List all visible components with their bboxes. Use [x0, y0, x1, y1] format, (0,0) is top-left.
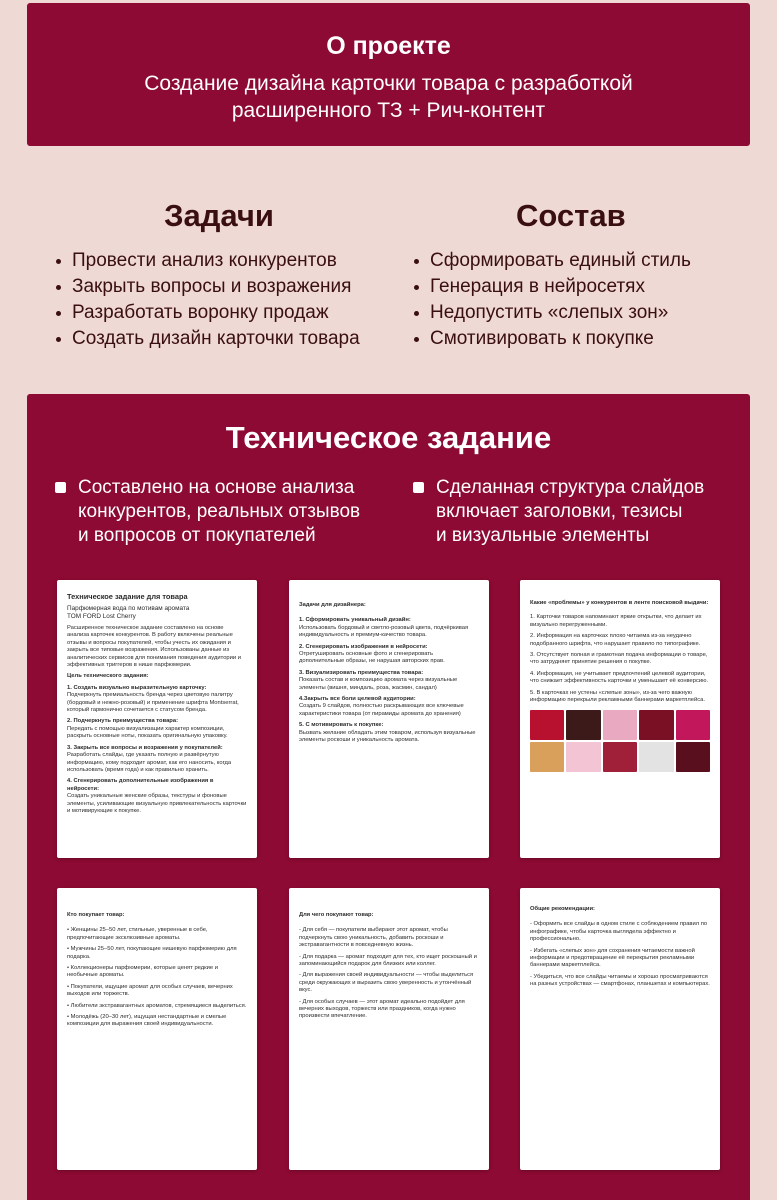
doc-subtitle: TOM FORD Lost Cherry — [67, 613, 136, 620]
product-thumbnail — [603, 710, 637, 740]
tasks-section — [54, 198, 384, 352]
product-thumbnail — [639, 710, 673, 740]
about-subtitle — [27, 70, 750, 124]
point-line: и вопросов от покупателей — [78, 525, 316, 546]
composition-list — [412, 248, 732, 352]
product-thumbnail — [530, 710, 564, 740]
doc-heading: 2. Подчеркнуть преимущества товара: — [67, 718, 178, 725]
doc-title: Задачи для дизайнера: — [299, 602, 366, 608]
point-line: конкурентов, реальных отзывов — [78, 501, 361, 522]
doc-heading: 4.Закрыть все боли целевой аудитории: — [299, 696, 416, 703]
list-item: Генерация в нейросетях — [412, 274, 732, 300]
tz-page-5 — [289, 888, 489, 1170]
composition-section — [412, 198, 732, 352]
doc-paragraph: • Покупатели, ищущие аромат для особых случаев, вечерних выходов или торжеств. — [67, 983, 233, 998]
product-thumbnail — [676, 742, 710, 772]
tz-page-4 — [57, 888, 257, 1170]
list-item: Разработать воронку продаж — [54, 300, 384, 326]
tz-page-3 — [520, 580, 720, 858]
doc-heading: Цель технического задания: — [67, 673, 149, 680]
doc-paragraph: • Молодёжь (20–30 лет), ищущая нестандартные и смелые композиции для выражения своей индивидуальности. — [67, 1014, 227, 1028]
doc-paragraph: - Для подарка — аромат подходит для тех, кто ищет роскошный и запоминающийся подарок для близких или коллег. — [299, 953, 477, 968]
square-bullet-icon — [413, 482, 424, 493]
doc-title: Кто покупает товар: — [67, 912, 125, 918]
tech-task-point — [55, 476, 360, 548]
doc-paragraph: • Мужчины 25–50 лет, покупающие нишевую парфюмерию для подарка. — [67, 946, 237, 960]
list-item: Создать дизайн карточки товара — [54, 326, 384, 352]
product-thumbnail — [530, 742, 564, 772]
doc-title: Какие «проблемы» у конкурентов в ленте поисковой выдачи: — [530, 600, 709, 606]
point-line: Сделанная структура слайдов — [436, 477, 705, 498]
doc-heading: 1. Сформировать уникальный дизайн: — [299, 617, 411, 624]
tech-task-title: Техническое задание — [225, 420, 552, 455]
product-thumbnail — [676, 710, 710, 740]
about-subtitle-line1: Создание дизайна карточки товара с разработкой — [144, 72, 633, 95]
product-thumbnail — [639, 742, 673, 772]
square-bullet-icon — [55, 482, 66, 493]
doc-heading: 3. Закрыть все вопросы и возражения у покупателей: — [67, 744, 223, 751]
doc-paragraph: Создать уникальные женские образы, текстуры и фоновые элементы, усиливающие визуальную привлекательность карточки и мотивирующие к покупке. — [67, 793, 247, 814]
doc-paragraph: - Избегать «слепых зон» для сохранения читаемости важной информации и предотвращение её перекрытия рекламными баннерами маркетплейса. — [530, 947, 695, 969]
product-thumbnail — [603, 742, 637, 772]
doc-heading: 1. Создать визуально выразительную карточку: — [67, 684, 207, 691]
doc-paragraph: - Для выражения своей индивидуальности — чтобы выделиться среди окружающих и выразить свою уверенность и утончённый вкус. — [299, 972, 474, 994]
doc-heading: 3. Визуализировать преимущества товара: — [299, 669, 424, 676]
point-line: включает заголовки, тезисы — [436, 501, 683, 522]
list-item: Недопустить «слепых зон» — [412, 300, 732, 326]
doc-paragraph: Создать 9 слайдов, полностью раскрывающих все ключевые характеристики товара (от пирамиды аромата до хранения) — [299, 703, 464, 717]
doc-paragraph: - Для себя — покупатели выбирают этот аромат, чтобы подчеркнуть свою уникальность, добавить роскоши и экстравагантности в повседневную жизнь. — [299, 927, 448, 949]
doc-paragraph: Разработать слайды, где указать полную и развёрнутую информацию, кому подходит аромат, как его наносить, когда использовать (время года) и как правильно хранить. — [67, 752, 232, 773]
competitor-thumbnails — [530, 710, 710, 772]
doc-paragraph: Отретушировать основные фото и сгенерировать дополнительные образы, не нарушая авторских прав. — [299, 651, 445, 665]
doc-paragraph: - Для особых случаев — этот аромат идеально подойдет для вечерних выходов, торжеств или праздников, когда нужно произвести впечатление. — [299, 998, 465, 1020]
doc-subtitle: Парфюмерная вода по мотивам аромата — [67, 605, 190, 612]
list-item: Смотивировать к покупке — [412, 326, 732, 352]
about-banner — [27, 3, 750, 146]
doc-paragraph: • Коллекционеры парфюмерии, которые ценят редкие и необычные ароматы. — [67, 965, 218, 979]
tech-task-section — [27, 394, 750, 1200]
list-item: Провести анализ конкурентов — [54, 248, 384, 274]
doc-paragraph: 4. Информация, не учитывает предпочтений целевой аудитории, что снижает эффективность карточки и уменьшает её конверсию. — [530, 670, 709, 685]
doc-paragraph: 1. Карточки товаров напоминают яркие открытки, что делает их визуально перегруженными. — [530, 614, 702, 628]
doc-paragraph: • Женщины 25–50 лет, стильные, уверенные в себе, предпочитающие эксклюзивные ароматы. — [67, 927, 208, 941]
tasks-title: Задачи — [164, 198, 274, 233]
doc-paragraph: Вызвать желание обладать этим товаром, используя визуальные элементы роскоши и уникальность аромата. — [299, 729, 476, 744]
about-subtitle-line2: расширенного ТЗ + Рич-контент — [231, 99, 546, 122]
doc-paragraph: Расширенное техническое задание составлено на основе анализа карточек конкурентов. В работу включены реальные отзывы и вопросы покупателей, чтобы учесть их ожидания и закрыть все типовые возражения. Использованы данные из аналитических сервисов для понимания поведения аудитории и эффективных триггеров в нише парфюмерии. — [67, 625, 241, 669]
doc-heading: 2. Сгенерировать изображения в нейросети: — [299, 643, 428, 650]
doc-title: Общие рекомендации: — [530, 906, 595, 912]
doc-paragraph: Подчеркнуть премиальность бренда через цветовую палитру (бордовый и нежно-розовый) и применение шрифта Montserrat, который гармонично сочетается с статусом бренда. — [67, 692, 239, 714]
point-line: и визуальные элементы — [436, 525, 650, 546]
doc-paragraph: 5. В карточках не устены «слепые зоны», из-за чего важную информацию перекрыли рекламными баннерами маркетплейса. — [530, 689, 705, 704]
tz-page-1 — [57, 580, 257, 858]
doc-paragraph: - Убедиться, что все слайды читаемы и хорошо просматриваются на разных устройствах — смартфонах, планшетах и компьютерах. — [530, 973, 710, 988]
doc-title: Техническое задание для товара — [67, 592, 188, 601]
point-line: Составлено на основе анализа — [78, 477, 355, 498]
doc-title: Для чего покупают товар: — [299, 912, 374, 918]
tasks-list — [54, 248, 384, 352]
tech-task-point — [413, 476, 704, 548]
composition-title: Состав — [516, 198, 626, 233]
doc-paragraph: - Оформить все слайды в одном стиле с соблюдением правил по инфографике, чтобы карточка выглядела эффектно и профессионально. — [530, 921, 708, 943]
about-title: О проекте — [326, 32, 451, 60]
doc-paragraph: Показать состав и композицию аромата через визуальные элементы (вишня, миндаль, роза, жасмин, сандал) — [299, 677, 458, 691]
doc-paragraph: Использовать бордовый и светло-розовый цвета, подчёркивая индивидуальность и премиум-качество товара. — [299, 624, 469, 639]
doc-paragraph: Передать с помощью визуализации характер композиции, раскрыть основные ноты, показать оригинальную упаковку. — [67, 725, 228, 740]
doc-heading: 4. Сгенерировать дополнительные изображения в нейросети: — [67, 778, 214, 792]
list-item: Закрыть вопросы и возражения — [54, 274, 384, 300]
product-thumbnail — [566, 742, 600, 772]
list-item: Сформировать единый стиль — [412, 248, 732, 274]
doc-paragraph: 3. Отсутствует полная и грамотная подача информации о товаре, что затрудняет принятие решения о покупке. — [530, 652, 708, 666]
doc-paragraph: • Любители экстравагантных ароматов, стремящиеся выделиться. — [67, 1002, 247, 1009]
doc-heading: 5. С мотивировать к покупке: — [299, 722, 384, 729]
tz-page-6 — [520, 888, 720, 1170]
tz-page-2 — [289, 580, 489, 858]
doc-paragraph: 2. Информация на карточках плохо читаема из-за неудачно подобранного шрифта, что нарушает правило по типографике. — [530, 633, 701, 647]
product-thumbnail — [566, 710, 600, 740]
